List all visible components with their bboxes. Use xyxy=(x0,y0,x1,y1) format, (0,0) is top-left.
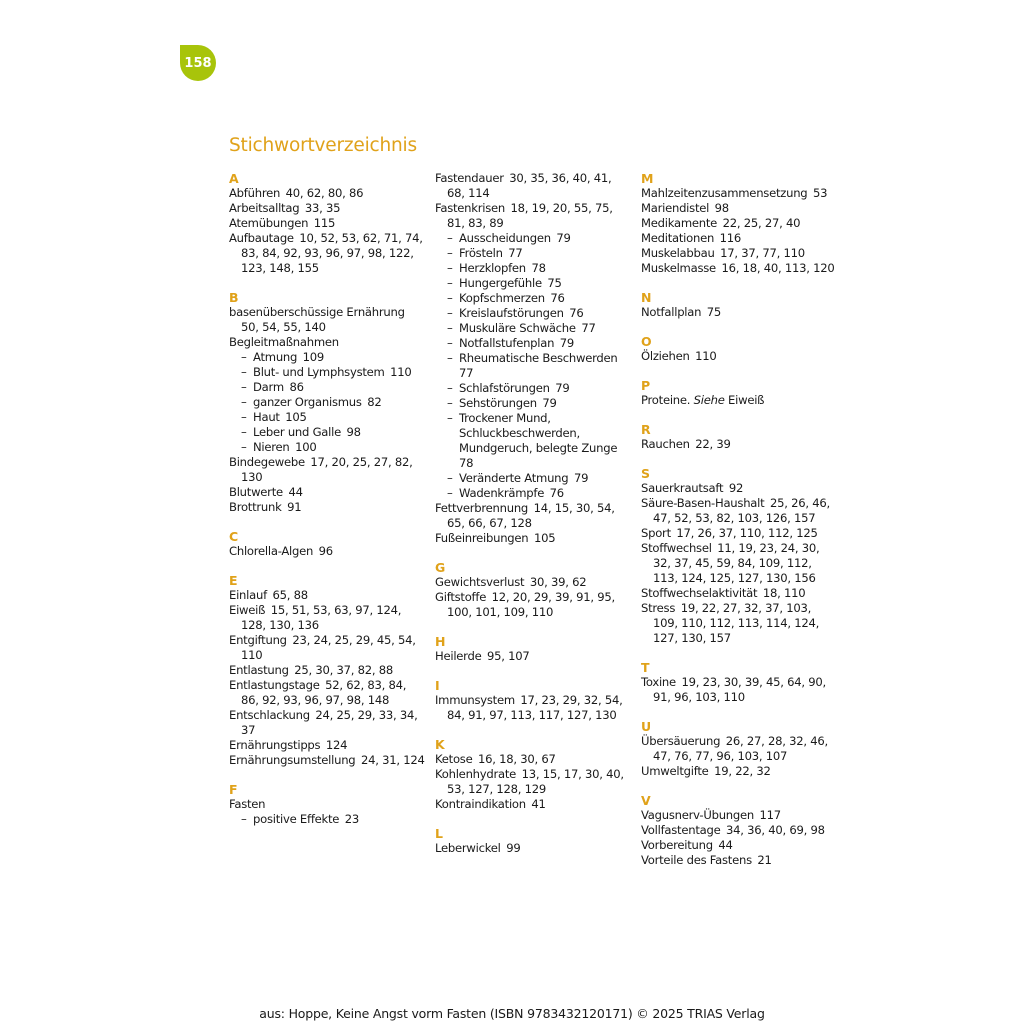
index-entry xyxy=(435,767,631,797)
index-entry xyxy=(435,752,631,767)
index-entry xyxy=(435,797,631,812)
page-references: 13, 15, 17, 30, 40, 53, 127, 128, 129 xyxy=(447,767,624,796)
page-references: 18, 110 xyxy=(762,586,806,600)
page-title: Stichwortverzeichnis xyxy=(229,135,417,156)
index-term: Muskelabbau xyxy=(641,246,715,260)
index-entry xyxy=(435,201,631,231)
index-entry xyxy=(229,455,425,485)
index-term: Rheumatische Beschwerden xyxy=(459,351,618,365)
index-term: Bindegewebe xyxy=(229,455,305,469)
index-term: Toxine xyxy=(641,675,676,689)
section-letter: S xyxy=(641,466,650,481)
index-term: Gewichtsverlust xyxy=(435,575,525,589)
index-section xyxy=(641,334,837,364)
section-letter: M xyxy=(641,171,654,186)
index-subentry xyxy=(435,276,631,291)
page-references: 19, 23, 30, 39, 45, 64, 90, 91, 96, 103, 110 xyxy=(653,675,826,704)
index-term: Leberwickel xyxy=(435,841,501,855)
index-term: Arbeitsalltag xyxy=(229,201,300,215)
section-letter: A xyxy=(229,171,239,186)
index-entry xyxy=(435,575,631,590)
index-entry xyxy=(229,663,425,678)
index-subentry xyxy=(435,321,631,336)
index-term: Schlafstörungen xyxy=(459,381,550,395)
page-references: 24, 31, 124 xyxy=(360,753,425,767)
index-term: Abführen xyxy=(229,186,281,200)
index-entry xyxy=(229,588,425,603)
index-entry xyxy=(641,216,837,231)
index-subentry xyxy=(229,395,425,410)
index-term: Einlauf xyxy=(229,588,267,602)
index-entry xyxy=(229,186,425,201)
page-references: 14, 15, 30, 54, 65, 66, 67, 128 xyxy=(447,501,615,530)
footer-source: aus: Hoppe, Keine Angst vorm Fasten (ISBN 9783432120171) © 2025 TRIAS Verlag xyxy=(259,1006,765,1021)
index-entry xyxy=(435,501,631,531)
index-entry xyxy=(641,853,837,868)
index-entry xyxy=(229,335,425,350)
index-section xyxy=(641,290,837,320)
index-term: Atemübungen xyxy=(229,216,309,230)
index-term: Notfallplan xyxy=(641,305,702,319)
index-term: Sehstörungen xyxy=(459,396,537,410)
page-references: 76 xyxy=(549,486,564,500)
index-column-3 xyxy=(641,171,837,868)
page-references: 17, 37, 77, 110 xyxy=(720,246,805,260)
index-entry xyxy=(435,590,631,620)
index-term: Brottrunk xyxy=(229,500,282,514)
dash-marker: – xyxy=(241,410,247,424)
see-reference-target: Eiweiß xyxy=(728,393,765,407)
page-references: 18, 19, 20, 55, 75, 81, 83, 89 xyxy=(447,201,613,230)
page-references: 10, 52, 53, 62, 71, 74, 83, 84, 92, 93, 96, 97, 98, 122, 123, 148, 155 xyxy=(241,231,423,275)
index-term: Entschlackung xyxy=(229,708,310,722)
index-term: Veränderte Atmung xyxy=(459,471,569,485)
index-subentry xyxy=(229,380,425,395)
index-term: Proteine. xyxy=(641,393,691,407)
index-term: Kontraindikation xyxy=(435,797,526,811)
dash-marker: – xyxy=(447,246,453,260)
dash-marker: – xyxy=(447,396,453,410)
index-term: ganzer Organismus xyxy=(253,395,362,409)
section-letter: O xyxy=(641,334,652,349)
index-entry xyxy=(641,823,837,838)
index-term: Übersäuerung xyxy=(641,734,721,748)
page-references: 116 xyxy=(719,231,741,245)
page-references: 76 xyxy=(569,306,584,320)
index-term: Stoffwechselaktivität xyxy=(641,586,758,600)
index-entry xyxy=(229,231,425,276)
dash-marker: – xyxy=(447,306,453,320)
page-references: 79 xyxy=(559,336,575,350)
index-subentry xyxy=(435,471,631,486)
page-references: 53 xyxy=(812,186,828,200)
index-entry xyxy=(229,738,425,753)
index-entry xyxy=(641,675,837,705)
index-entry xyxy=(435,649,631,664)
index-entry xyxy=(229,201,425,216)
index-section xyxy=(641,422,837,452)
index-entry xyxy=(229,500,425,515)
index-term: Kopfschmerzen xyxy=(459,291,545,305)
index-entry xyxy=(229,797,425,812)
index-term: Blutwerte xyxy=(229,485,283,499)
index-entry xyxy=(641,601,837,646)
dash-marker: – xyxy=(447,231,453,245)
index-entry xyxy=(641,541,837,586)
index-term: Säure-Basen-Haushalt xyxy=(641,496,765,510)
index-subentry xyxy=(229,425,425,440)
page-references: 30, 35, 36, 40, 41, 68, 114 xyxy=(447,171,612,200)
index-term: Muskuläre Schwäche xyxy=(459,321,576,335)
index-section xyxy=(641,466,837,646)
section-letter: U xyxy=(641,719,651,734)
index-term: Begleitmaßnahmen xyxy=(229,335,339,349)
index-entry xyxy=(641,526,837,541)
index-term: Trockener Mund, Schluckbeschwerden, Mundgeruch, belegte Zunge xyxy=(459,411,618,455)
dash-marker: – xyxy=(447,471,453,485)
index-entry xyxy=(435,531,631,546)
index-term: Frösteln xyxy=(459,246,503,260)
page-references: 98 xyxy=(714,201,729,215)
dash-marker: – xyxy=(241,365,247,379)
section-letter: C xyxy=(229,529,238,544)
index-term: Vorbereitung xyxy=(641,838,713,852)
dash-marker: – xyxy=(447,276,453,290)
page-references: 17, 20, 25, 27, 82, 130 xyxy=(241,455,413,484)
index-entry xyxy=(641,393,837,408)
section-letter: L xyxy=(435,826,443,841)
index-term: Ernährungstipps xyxy=(229,738,321,752)
page-references: 25, 30, 37, 82, 88 xyxy=(294,663,393,677)
dash-marker: – xyxy=(447,291,453,305)
index-term: Vorteile des Fastens xyxy=(641,853,752,867)
page-references: 41 xyxy=(531,797,546,811)
section-letter: F xyxy=(229,782,238,797)
index-subentry xyxy=(435,396,631,411)
page-references: 34, 36, 40, 69, 98 xyxy=(726,823,825,837)
index-term: Mariendistel xyxy=(641,201,710,215)
index-term: Meditationen xyxy=(641,231,715,245)
index-term: Kreislaufstörungen xyxy=(459,306,564,320)
index-subentry xyxy=(435,411,631,471)
index-section xyxy=(229,573,425,768)
index-term: Aufbautage xyxy=(229,231,294,245)
index-term: Darm xyxy=(253,380,284,394)
index-section xyxy=(435,634,631,664)
index-entry xyxy=(641,305,837,320)
index-subentry xyxy=(435,261,631,276)
page-references: 110 xyxy=(695,349,717,363)
index-section xyxy=(641,171,837,276)
index-term: Immunsystem xyxy=(435,693,515,707)
index-term: Heilerde xyxy=(435,649,482,663)
index-entry xyxy=(229,305,425,335)
page-references: 76 xyxy=(550,291,565,305)
index-section xyxy=(229,529,425,559)
section-letter: T xyxy=(641,660,650,675)
index-subentry xyxy=(435,336,631,351)
index-entry xyxy=(229,216,425,231)
dash-marker: – xyxy=(241,380,247,394)
page-references: 96 xyxy=(318,544,333,558)
index-term: Rauchen xyxy=(641,437,690,451)
index-entry xyxy=(229,753,425,768)
index-section xyxy=(435,826,631,856)
index-term: Atmung xyxy=(253,350,298,364)
page-references: 105 xyxy=(285,410,307,424)
index-term: Muskelmasse xyxy=(641,261,716,275)
index-subentry xyxy=(435,381,631,396)
index-entry xyxy=(641,734,837,764)
index-section xyxy=(435,737,631,812)
index-section xyxy=(229,290,425,515)
index-section xyxy=(229,171,425,276)
index-term: Kohlenhydrate xyxy=(435,767,517,781)
page-references: 75 xyxy=(706,305,722,319)
dash-marker: – xyxy=(241,440,247,454)
dash-marker: – xyxy=(241,350,247,364)
page-references: 77 xyxy=(581,321,596,335)
page-references: 77 xyxy=(459,366,474,380)
page-references: 79 xyxy=(556,231,571,245)
index-entry xyxy=(641,496,837,526)
index-entry xyxy=(435,171,631,201)
page-references: 77 xyxy=(508,246,523,260)
index-term: Blut- und Lymphsystem xyxy=(253,365,385,379)
index-term: Vollfastentage xyxy=(641,823,721,837)
page-references: 79 xyxy=(555,381,570,395)
page-references: 17, 26, 37, 110, 112, 125 xyxy=(676,526,818,540)
page-references: 124 xyxy=(325,738,348,752)
page-references: 50, 54, 55, 140 xyxy=(241,320,326,334)
index-section xyxy=(229,782,425,827)
page-references: 117 xyxy=(759,808,781,822)
index-subentry xyxy=(229,410,425,425)
index-subentry xyxy=(229,350,425,365)
section-letter: P xyxy=(641,378,650,393)
section-letter: R xyxy=(641,422,651,437)
page-references: 44 xyxy=(288,485,303,499)
index-section xyxy=(435,171,631,546)
dash-marker: – xyxy=(241,425,247,439)
dash-marker: – xyxy=(447,336,453,350)
index-term: Leber und Galle xyxy=(253,425,341,439)
page-references: 78 xyxy=(459,456,474,470)
index-term: Mahlzeitenzusammensetzung xyxy=(641,186,808,200)
section-letter: I xyxy=(435,678,440,693)
index-term: Stoffwechsel xyxy=(641,541,712,555)
section-letter: V xyxy=(641,793,651,808)
page-references: 17, 23, 29, 32, 54, 84, 91, 97, 113, 117, 127, 130 xyxy=(447,693,623,722)
index-entry xyxy=(641,186,837,201)
page-references: 33, 35 xyxy=(304,201,341,215)
index-term: Nieren xyxy=(253,440,290,454)
index-section xyxy=(641,719,837,779)
index-term: Giftstoffe xyxy=(435,590,487,604)
page-references: 19, 22, 27, 32, 37, 103, 109, 110, 112, 113, 114, 124, 127, 130, 157 xyxy=(653,601,820,645)
index-term: Fettverbrennung xyxy=(435,501,529,515)
index-subentry xyxy=(229,812,425,827)
dash-marker: – xyxy=(241,395,247,409)
index-term: Ketose xyxy=(435,752,473,766)
index-subentry xyxy=(435,231,631,246)
index-term: Haut xyxy=(253,410,280,424)
index-entry xyxy=(229,485,425,500)
page-references: 78 xyxy=(531,261,546,275)
page-references: 110 xyxy=(390,365,412,379)
section-letter: B xyxy=(229,290,239,305)
page-references: 12, 20, 29, 39, 91, 95, 100, 101, 109, 110 xyxy=(447,590,615,619)
index-term: basenüberschüssige Ernährung xyxy=(229,305,405,319)
index-term: positive Effekte xyxy=(253,812,340,826)
index-entry xyxy=(641,261,837,276)
page-references: 115 xyxy=(313,216,336,230)
index-term: Notfallstufenplan xyxy=(459,336,555,350)
index-term: Herzklopfen xyxy=(459,261,526,275)
index-entry xyxy=(641,231,837,246)
index-term: Umweltgifte xyxy=(641,764,709,778)
index-term: Entgiftung xyxy=(229,633,287,647)
index-entry xyxy=(641,246,837,261)
index-entry xyxy=(229,603,425,633)
index-term: Wadenkrämpfe xyxy=(459,486,545,500)
index-section xyxy=(641,660,837,705)
page-references: 44 xyxy=(718,838,733,852)
dash-marker: – xyxy=(447,486,453,500)
section-letter: H xyxy=(435,634,446,649)
dash-marker: – xyxy=(447,351,453,365)
section-letter: N xyxy=(641,290,652,305)
index-term: Chlorella-Algen xyxy=(229,544,314,558)
page-references: 100 xyxy=(295,440,317,454)
index-entry xyxy=(641,437,837,452)
index-entry xyxy=(229,678,425,708)
page-references: 23 xyxy=(344,812,359,826)
index-term: Sauerkrautsaft xyxy=(641,481,724,495)
section-letter: G xyxy=(435,560,446,575)
index-entry xyxy=(641,586,837,601)
index-term: Fußeinreibungen xyxy=(435,531,529,545)
index-entry xyxy=(641,808,837,823)
dash-marker: – xyxy=(447,321,453,335)
index-subentry xyxy=(229,440,425,455)
page-references: 19, 22, 32 xyxy=(714,764,771,778)
index-term: Fasten xyxy=(229,797,266,811)
page-references: 11, 19, 23, 24, 30, 32, 37, 45, 59, 84, 109, 112, 113, 124, 125, 127, 130, 156 xyxy=(653,541,820,585)
index-entry xyxy=(229,544,425,559)
index-term: Vagusnerv-Übungen xyxy=(641,808,754,822)
page-references: 82 xyxy=(367,395,382,409)
page-references: 91 xyxy=(287,500,302,514)
page-references: 16, 18, 40, 113, 120 xyxy=(721,261,835,275)
index-entry xyxy=(229,708,425,738)
section-letter: E xyxy=(229,573,238,588)
index-entry xyxy=(641,201,837,216)
page-references: 92 xyxy=(728,481,744,495)
dash-marker: – xyxy=(447,261,453,275)
section-letter: K xyxy=(435,737,445,752)
page-references: 79 xyxy=(573,471,589,485)
index-entry xyxy=(641,838,837,853)
index-column-1 xyxy=(229,171,425,827)
page-references: 105 xyxy=(533,531,556,545)
index-term: Medikamente xyxy=(641,216,718,230)
page-references: 22, 39 xyxy=(695,437,731,451)
index-subentry xyxy=(229,365,425,380)
page-references: 98 xyxy=(346,425,361,439)
index-section xyxy=(641,793,837,868)
index-entry xyxy=(641,764,837,779)
dash-marker: – xyxy=(447,411,453,425)
page-references: 79 xyxy=(542,396,557,410)
page-references: 86 xyxy=(289,380,304,394)
index-section xyxy=(435,560,631,620)
index-term: Sport xyxy=(641,526,671,540)
see-reference-label: Siehe xyxy=(693,393,725,407)
page-references: 65, 88 xyxy=(272,588,308,602)
index-term: Entlastungstage xyxy=(229,678,320,692)
page-references: 22, 25, 27, 40 xyxy=(722,216,801,230)
page-references: 21 xyxy=(757,853,772,867)
page-references: 23, 24, 25, 29, 45, 54, 110 xyxy=(241,633,416,662)
index-subentry xyxy=(435,486,631,501)
page-references: 95, 107 xyxy=(487,649,530,663)
index-term: Ausscheidungen xyxy=(459,231,551,245)
index-term: Entlastung xyxy=(229,663,289,677)
page-references: 52, 62, 83, 84, 86, 92, 93, 96, 97, 98, 148 xyxy=(241,678,407,707)
index-entry xyxy=(229,633,425,663)
page-references: 25, 26, 46, 47, 52, 53, 82, 103, 126, 157 xyxy=(653,496,830,525)
index-subentry xyxy=(435,246,631,261)
index-section xyxy=(435,678,631,723)
dash-marker: – xyxy=(447,381,453,395)
index-term: Stress xyxy=(641,601,676,615)
index-subentry xyxy=(435,306,631,321)
page-references: 16, 18, 30, 67 xyxy=(478,752,556,766)
page-references: 15, 51, 53, 63, 97, 124, 128, 130, 136 xyxy=(241,603,402,632)
index-term: Fastendauer xyxy=(435,171,504,185)
index-subentry xyxy=(435,351,631,381)
index-term: Eiweiß xyxy=(229,603,266,617)
index-entry xyxy=(435,693,631,723)
index-subentry xyxy=(435,291,631,306)
page-references: 40, 62, 80, 86 xyxy=(285,186,364,200)
page-references: 26, 27, 28, 32, 46, 47, 76, 77, 96, 103, 107 xyxy=(653,734,828,763)
page-references: 30, 39, 62 xyxy=(529,575,587,589)
index-term: Ölziehen xyxy=(641,349,690,363)
page-references: 99 xyxy=(506,841,521,855)
index-term: Ernährungsumstellung xyxy=(229,753,356,767)
index-entry xyxy=(641,349,837,364)
page-references: 24, 25, 29, 33, 34, 37 xyxy=(241,708,418,737)
index-column-2 xyxy=(435,171,631,856)
page-references: 109 xyxy=(302,350,325,364)
page-references: 75 xyxy=(547,276,562,290)
index-term: Fastenkrisen xyxy=(435,201,505,215)
index-section xyxy=(641,378,837,408)
index-entry xyxy=(435,841,631,856)
index-entry xyxy=(641,481,837,496)
page-number-badge: 158 xyxy=(180,45,216,81)
dash-marker: – xyxy=(241,812,247,826)
index-term: Hungergefühle xyxy=(459,276,542,290)
